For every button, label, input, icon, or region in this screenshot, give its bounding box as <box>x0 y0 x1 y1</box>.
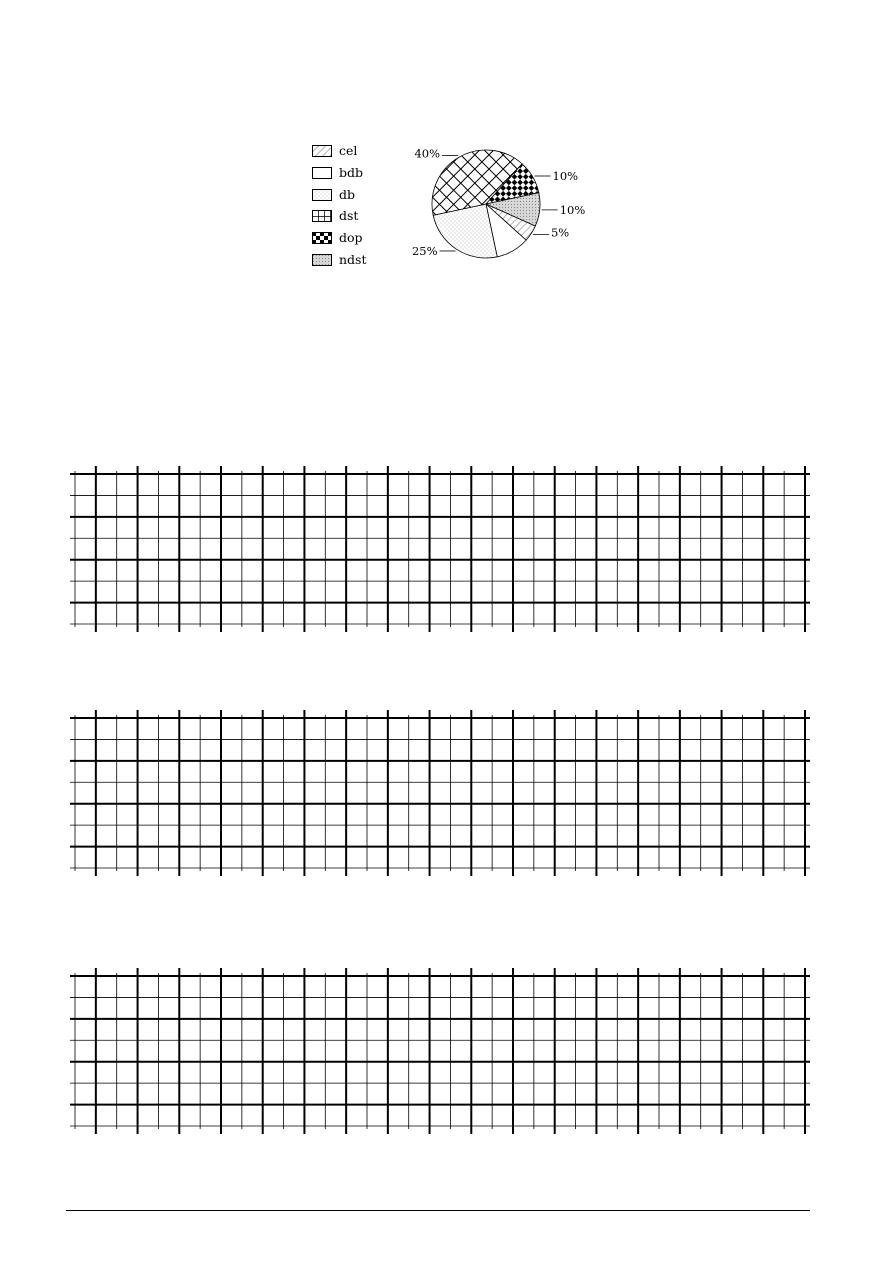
legend-swatch-bdb <box>312 167 332 179</box>
legend-label: db <box>339 186 356 202</box>
legend-swatch-dop <box>312 232 332 244</box>
pie-label-ndst: 10% <box>559 202 586 217</box>
legend-swatch-db <box>312 189 332 201</box>
grid-panel-3 <box>70 966 810 1136</box>
legend-item-dst <box>312 207 358 225</box>
legend-item-db <box>312 186 355 204</box>
legend-label: dst <box>339 208 359 224</box>
grid-panel-2 <box>70 708 810 878</box>
pie-label-cel: 5% <box>550 225 570 240</box>
legend-item-ndst <box>312 251 367 269</box>
grid-panel-1 <box>70 464 810 634</box>
legend-item-cel <box>312 142 357 160</box>
legend-swatch-cel <box>312 145 332 157</box>
legend-label: cel <box>339 143 358 158</box>
pie-label-db: 25% <box>411 243 438 258</box>
legend-label: dop <box>339 230 363 246</box>
pie-label-dop: 10% <box>552 169 579 183</box>
pie-label-dst: 40% <box>414 146 440 161</box>
legend-swatch-ndst <box>312 254 332 266</box>
pie-chart <box>390 140 590 270</box>
footer-rule <box>66 1210 810 1211</box>
legend-swatch-dst <box>312 210 332 222</box>
legend-label: bdb <box>339 164 364 180</box>
legend-item-dop <box>312 229 363 247</box>
legend-item-bdb <box>312 164 363 182</box>
legend-label: ndst <box>339 252 367 267</box>
